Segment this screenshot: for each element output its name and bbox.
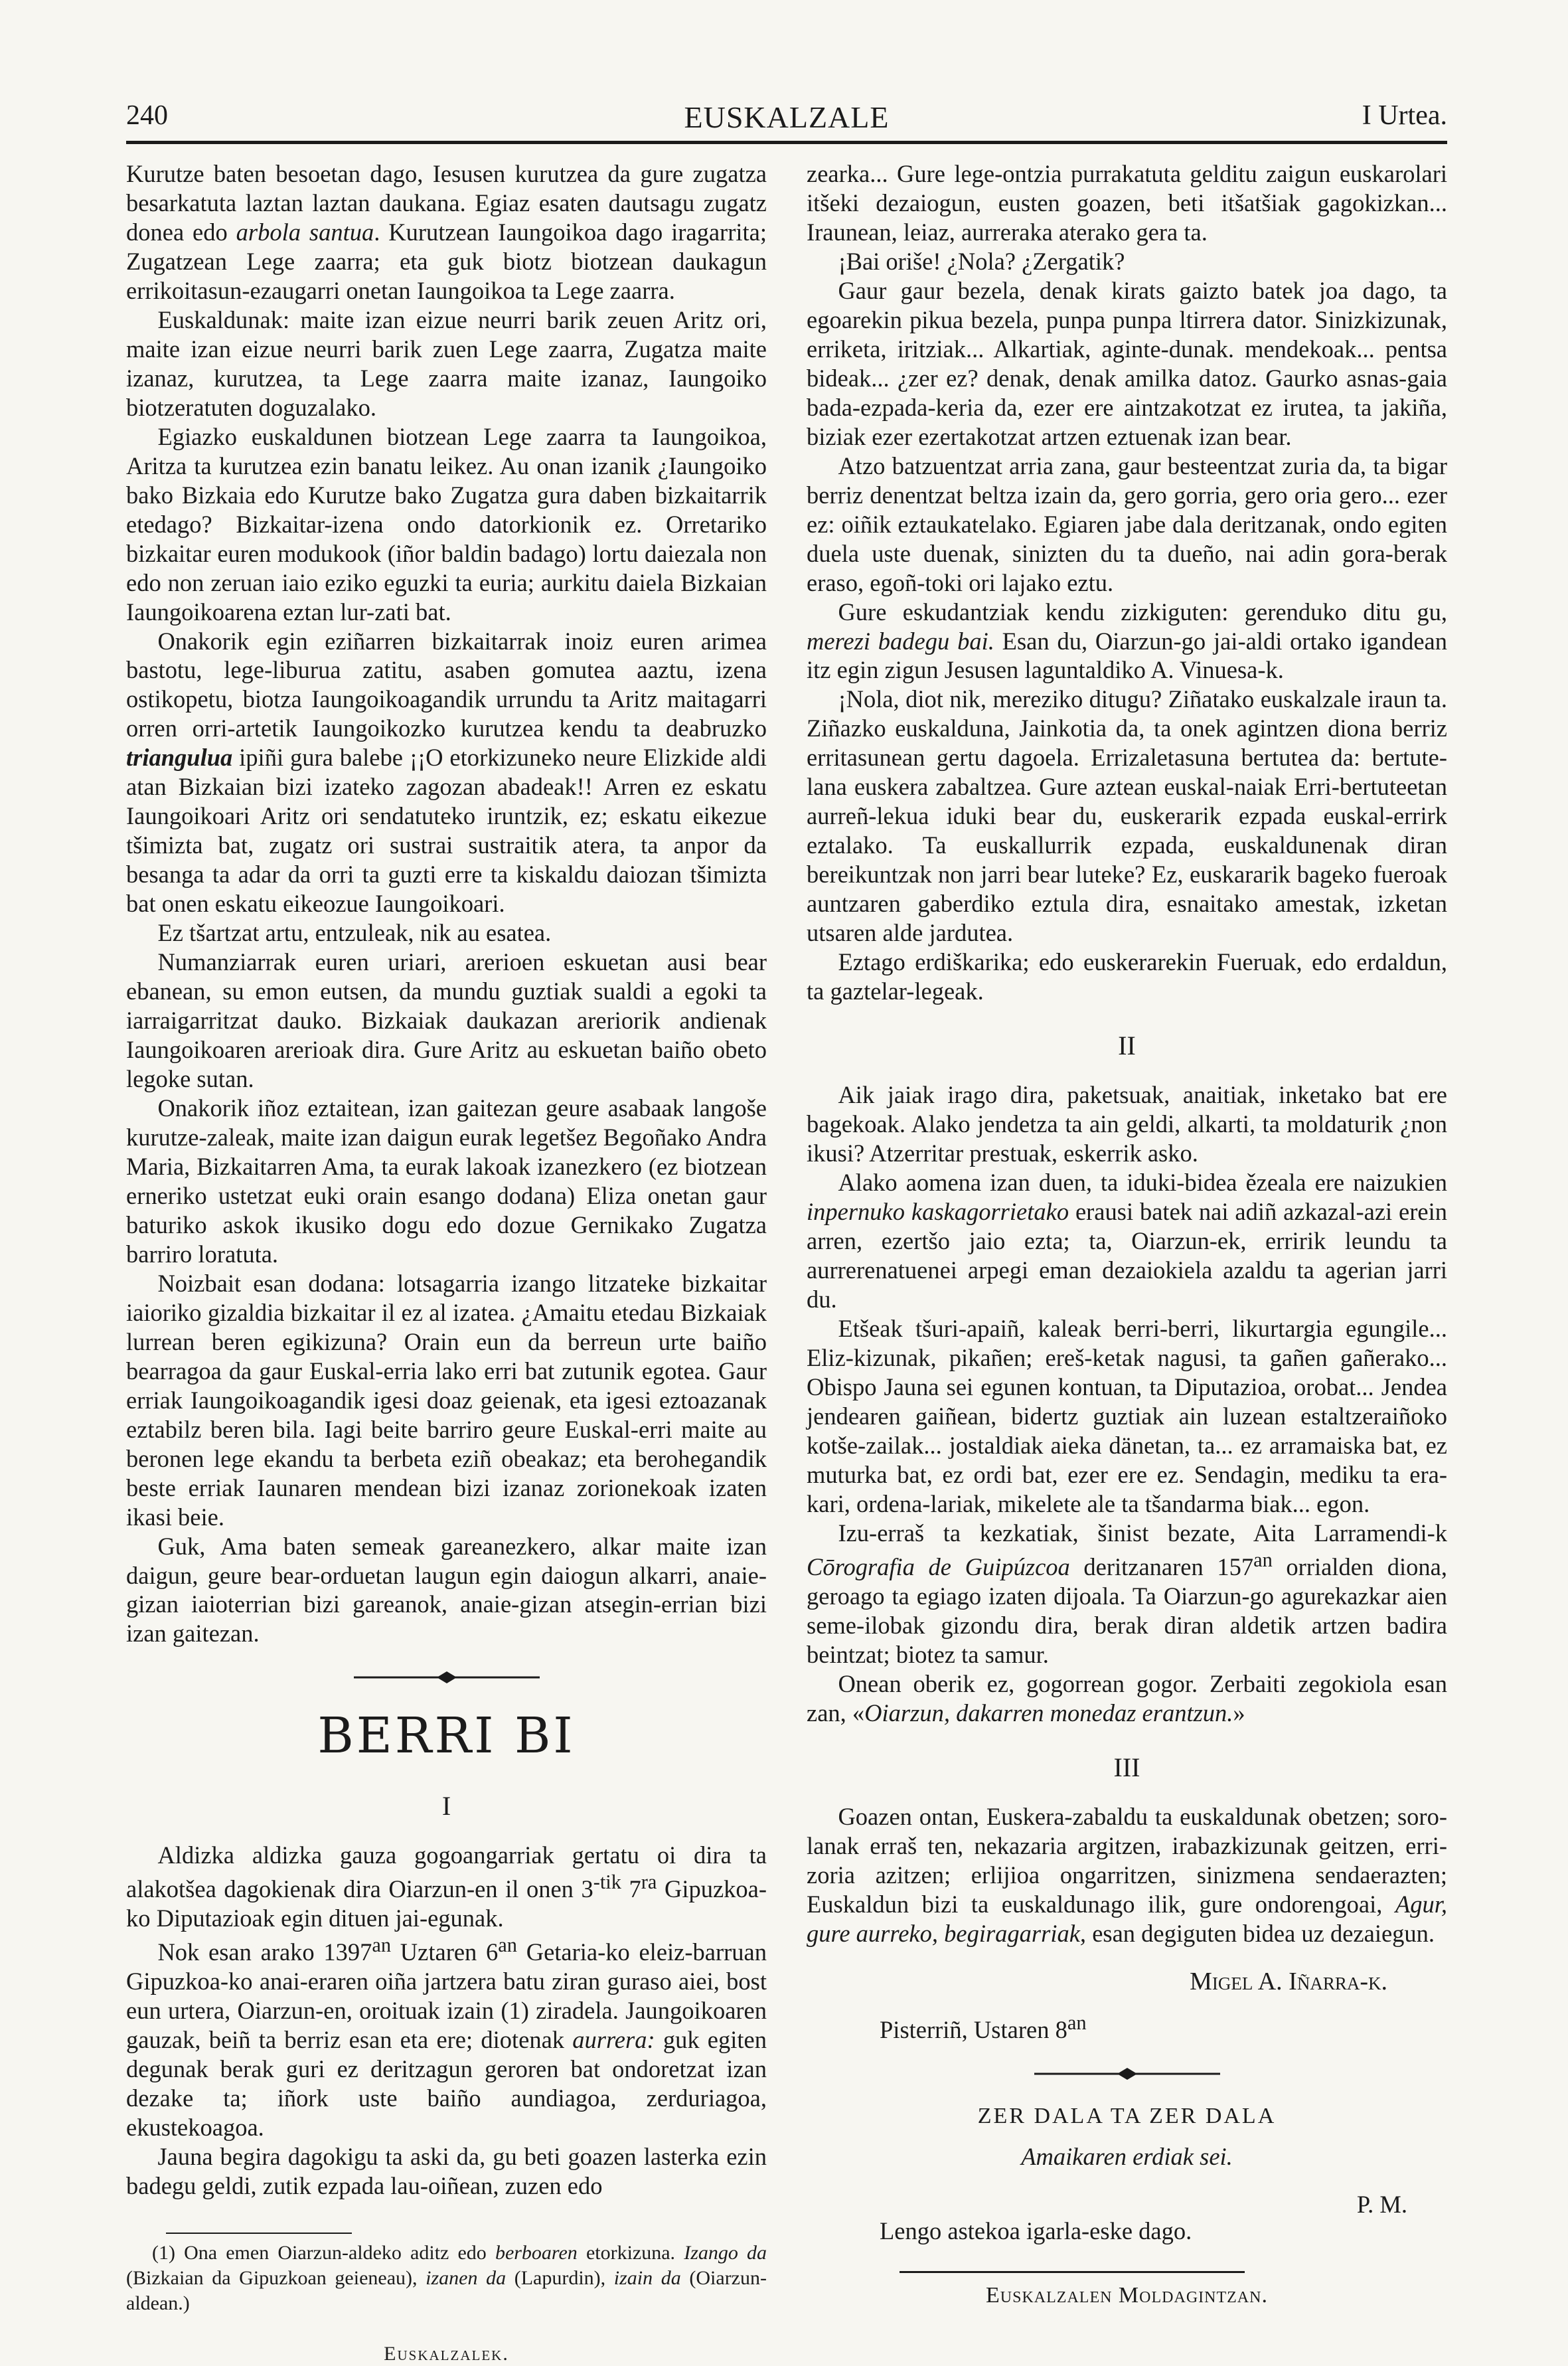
paragraph: Etšeak tšuri-apaiñ, kaleak berri-berri, likurtargia egungile... Eliz-kizunak, pikañen; ereš-ketak nagusi, ta gañen gañerako... Obispo Jauna sei egunen kontuan, ta Diputazioa, orobat... Jendea jendearen gaiñean, bidertz guztiak ain luzean estaltzeraiñoko kotše-zailak... jostaldiak aieka dänetan, ta... ez arramaiska bat, ez muturka bat, ez ordi bat, ezer ere ez. Sendagin, mediku ta era-kari, ordena-lariak, mikelete ale ta tšandarma biak... egon. — [807, 1315, 1447, 1517]
article-title: BERRI BI — [317, 1707, 576, 1765]
paragraph: Onakorik egin eziñarren bizkaitarrak inoiz euren arimea bastotu, lege-liburua zatitu, asaben gomutea aaztu, izena ostikopetu, biotza Iaungoikoagandik urrundu ta Aritz maitagarri orren orri-artetik Iaungoikozko kurutzea kendu ta deabruzko triangulua ipiñi gura balebe ¡¡O etorkizuneko neure Elizkide aldi atan Bizkaian bizi izateko zagozan abadeak!! Arren ez eskatu Iaungoikoari Aritz ori sendatuteko iruntzik, ez; eskatu eikezue tšimizta bat, zugatz ori sustrai sustraitik atera, ta anpor da besanga ta adar da orri ta guzti erre ta kiskaldu daiozan tšimizta bat onen eskatu eikeozue Iaungoikoari. — [126, 627, 767, 918]
author-signature: Migel A. Iñarra-k. — [1190, 1967, 1387, 1995]
paragraph: Jauna begira dagokigu ta aski da, gu beti goazen lasterka ezin badegu geldi, zutik ezpada lau-oiñean, zuzen edo — [126, 2142, 767, 2199]
paragraph: Eztago erdiškarika; edo euskerarekin Fueruak, edo erdaldun, ta gaztelar-legeak. — [807, 948, 1447, 1005]
paragraph: Noizbait esan dodana: lotsagarria izango litzateke bizkaitar iaioriko gizaldia bizkaitar il ez al izatea. ¿Amaitu etedau Bizkaiak lurrean beren egikizuna? Orain eun da berreun urte baiño bearragoa da gaur Euskal-erria lako erri bat zutunik egotea. Gaur erriak Iaungoikoagandik igesi doaz geienak, eta igesi eztoazanak eztabilz beren bila. Iagi beite barriro geure Euskal-erri maite au beronen lege ekandu ta berbeta eziñ obeakaz; eta berohegandik beste erriak Iaunaren mendean bizi izanaz zorionekoak izaten ikasi beie. — [126, 1269, 767, 1531]
header-rule — [126, 141, 1447, 144]
paragraph: Kurutze baten besoetan dago, Iesusen kurutzea da gure zugatza besarkatuta laztan laztan daukana. Egiaz esaten dautsagu zugatz donea edo arbola santua. Kurutzean Iaungoikoa dago iragarrita; Zugatzean Lege zaarra; eta guk biotz biotzean daukagun errikoitasun-ezaugarri onetan Iaungoikoa ta Lege zaarra. — [126, 160, 767, 304]
paragraph: Onean oberik ez, gogorrean gogor. Zerbaiti zegokiola esan zan, «Oiarzun, dakarren monedaz erantzun.» — [807, 1669, 1447, 1727]
running-header — [126, 100, 1447, 139]
paragraph: ¡Bai oriše! ¿Nola? ¿Zergatik? — [838, 247, 1125, 275]
section-number: I — [441, 1790, 451, 1821]
paragraph: Onakorik iñoz eztaitean, izan gaitezan geure asabaak langoše kurutze-zaleak, maite izan daigun eurak legetšez Begoñako Andra Maria, Bizkaitarren Ama, ta eurak lakoak izanezkero (ez biotzean erneriko ustetzat euki orain esango dodana) Eliza onetan gaur baturiko askok ikusiko dogu edo dozue Gernikako Zugatza barriro loratuta. — [126, 1094, 767, 1268]
page-number: 240 — [126, 100, 168, 131]
paragraph: Euskaldunak: maite izan eizue neurri barik zeuen Aritz ori, maite izan eizue neurri barik zuen Lege zaarra, Zugatza maite izanaz, kurutzea, ta Lege zaarra maite izanaz, Iaungoiko biotzeratuten doguzalako. — [126, 305, 767, 421]
paragraph: Izu-erraš ta kezkatiak, šinist bezate, Aita Larramendi-k Cōrografia de Guipúzcoa deritzanaren $157^{an}$ orrialden diona, geroago ta egiago izaten dijoala. Ta Oiarzun-go agurekazkar aien seme-ilobak gizondu dira, berak diran aldetik artzen badira beintzat; biotez ta samur. — [807, 1519, 1447, 1668]
paragraph: Gure eskudantziak kendu zizkiguten: gerenduko ditu gu, merezi badegu bai. Esan du, Oiarzun-go jai-aldi ortako igandean itz egin zigun Jesusen laguntaldiko A. Vinuesa-k. — [807, 598, 1447, 684]
footnote: (1) Ona emen Oiarzun-aldeko aditz edo berboaren etorkizuna. Izango da (Bizkaian da Gipuzkoan geieneau), izanen da (Lapurdin), izain da (Oiarzun-aldean.) — [126, 2241, 767, 2315]
paragraph: Alako aomena izan duen, ta iduki-bidea ězeala ere naizukien inpernuko kaskagorrietako erausi batek nai adiñ azkazal-azi erein arren, ezertšo jaio ezta; ta, Oiarzun-ek, erririk leundu ta aurrerenatuenei arpegi eman dezaiokiela azaldu ta agerian jarri du. — [807, 1169, 1447, 1313]
ornament-divider — [126, 1669, 767, 1685]
place-date: Pisterriñ, Ustaren $8^{an}$ — [880, 2011, 1087, 2043]
footnote-rule — [166, 2233, 352, 2234]
paragraph: Goazen ontan, Euskera-zabaldu ta euskaldunak obetzen; soro-lanak erraš ten, nekazaria argitzen, irabazkizunak geitzen, erri-zoria azitzen; erlijioa ongarritzen, sinizmena sendaerazten; Euskaldun bizi ta euskaldunago ilik, gure ondorengoai, Agur, gure aurreko, begiragarriak, esan degiguten bidea uz dezaiegun. — [807, 1802, 1447, 1947]
paragraph: ¡Nola, diot nik, mereziko ditugu? Ziñatako euskalzale iraun ta. Ziñazko euskalduna, Jainkotia da, ta onek agintzen diona berriz erritasunean gertu dagoela. Errizaletasuna bertutea da: bertute-lana euskera zabaltzea. Gure aztean euskal-naiak Erri-bertuteetan aurreñ-lekua iduki bear du, euskerarik ezpada euskal-errirk eztalako. Ta euskallurrik ezpada, euskaldunenak diran bereikuntzak non jarri bear luteke? Ez, euskararik bageko fueroak auntzaren gaberdiko eztula dira, esnaitako amestak, izketan utsaren alde jardutea. — [807, 685, 1447, 947]
paragraph: Egiazko euskaldunen biotzean Lege zaarra ta Iaungoikoa, Aritza ta kurutzea ezin banatu leikez. Au onan izanik ¿Iaungoiko bako Bizkaia edo Kurutze bako Zugatza gura daben bizkaitarrik etedago? Bizkaitar-izena ondo datorkionik ez. Orretariko bizkaitar euren modukook (iñor baldin badago) lortu daiezala non edo non zeruan iaio eziko eguzki ta euria; aurkitu daiela Bizkaian Iaungoikoarena eztan lur-zati bat. — [126, 422, 767, 626]
riddle-heading: ZER DALA TA ZER DALA — [977, 2103, 1277, 2128]
journal-title: EUSKALZALE — [684, 100, 890, 134]
paragraph: Guk, Ama baten semeak gareanezkero, alkar maite izan daigun, geure bear-orduetan laugun egin daiogun alkarri, anaie-gizan iaioterrian bizi gareanok, anaie-gizan atsegin-errian bizi izan gaitezan. — [126, 1532, 767, 1648]
footer-rule — [900, 2271, 1245, 2273]
paragraph: zearka... Gure lege-ontzia purrakatuta gelditu zaigun euskarolari itšeki dezaiogun, eusten goazen, beti itšatšiak gagokizkan... Iraunean, leiaz, aurreraka aterako gera ta. — [807, 160, 1447, 246]
section-number: III — [1113, 1752, 1140, 1782]
closing-note: Lengo astekoa igarla-eske dago. — [880, 2217, 1192, 2244]
ornament-divider — [807, 2066, 1447, 2082]
paragraph: Nok esan arako $1397^{an}$ Uztaren $6^{an}$ Getaria-ko eleiz-barruan Gipuzkoa-ko anai-eraren oiña jartzera batu ziran guraso aiei, bost eun urtera, Oiarzun-en, oroituak izain (1) ziradela. Jaungoikoaren gauzak, beiñ ta berriz esan eta ere; diotenak aurrera: guk egiten degunak berak guri ez deritzagun geroren bat ondoretzat izan dezake ta; iñork uste baiño aundiagoa, zerduriagoa, ekustekoagoa. — [126, 1933, 767, 2141]
right-column — [807, 159, 1447, 2310]
printer-footer-left: Euskalzalek. — [384, 2342, 509, 2365]
section-number: II — [1118, 1031, 1136, 1061]
paragraph: Ez tšartzat artu, entzuleak, nik au esatea. — [157, 919, 552, 947]
paragraph: Atzo batzuentzat arria zana, gaur besteentzat zuria da, ta bigar berriz denentzat beltza izain da, gero gorria, gero oria gero... ezer ez: oiñik eztaukatelako. Egiaren jabe dala deritzanak, ondo egiten duela uste duenak, sinizten du ta dueño, nai adin gora-berak eraso, egoñ-toki ori lajako eztu. — [807, 452, 1447, 596]
riddle-text: Amaikaren erdiak sei. — [1021, 2142, 1233, 2170]
paragraph: Aldizka aldizka gauza gogoangarriak gertatu oi dira ta alakotšea dagokienak dira Oiarzun-en il onen $3^{-tik}$ $7^{ra}$ Gipuzkoa-ko Diputazioak egin dituen jai-egunak. — [126, 1841, 767, 1932]
paragraph: Numanziarrak euren uriari, arerioen eskuetan ausi bear ebanean, su emon eutsen, da mundu guztiak sualdi a egoki ta iarraigarritzat dauko. Bizkaiak daukazan areriorik andienak Iaungoikoaren arerioak dira. Gure Aritz au eskuetan baiño obeto legoke sutan. — [126, 948, 767, 1093]
journal-year: I Urtea. — [1362, 100, 1447, 131]
paragraph: Aik jaiak irago dira, paketsuak, anaitiak, inketako bat ere bagekoak. Alako jendetza ta ain geldi, alkarti, ta moldaturik ¿non ikusi? Atzerritar prestuak, eskerrik asko. — [807, 1081, 1447, 1167]
left-column — [126, 159, 767, 2366]
printer-footer-right: Euskalzalen Moldagintzan. — [986, 2282, 1268, 2308]
riddle-signature: P. M. — [1356, 2190, 1407, 2218]
paragraph: Gaur gaur bezela, denak kirats gaizto batek joa dago, ta egoarekin pikua bezela, punpa punpa ltirrera dator. Sinizkizunak, erriketa, iritziak... Alkartiak, aginte-dunak. mendekoak... pentsa bideak... ¿zer ez? denak, denak amilka datoz. Gaurko asnas-gaia bada-ezpada-keria da, ezer ere aintzakotzat ez irutea, ta jakiña, biziak ezer ezertakotzat artzen eztuenak izan bear. — [807, 276, 1447, 450]
